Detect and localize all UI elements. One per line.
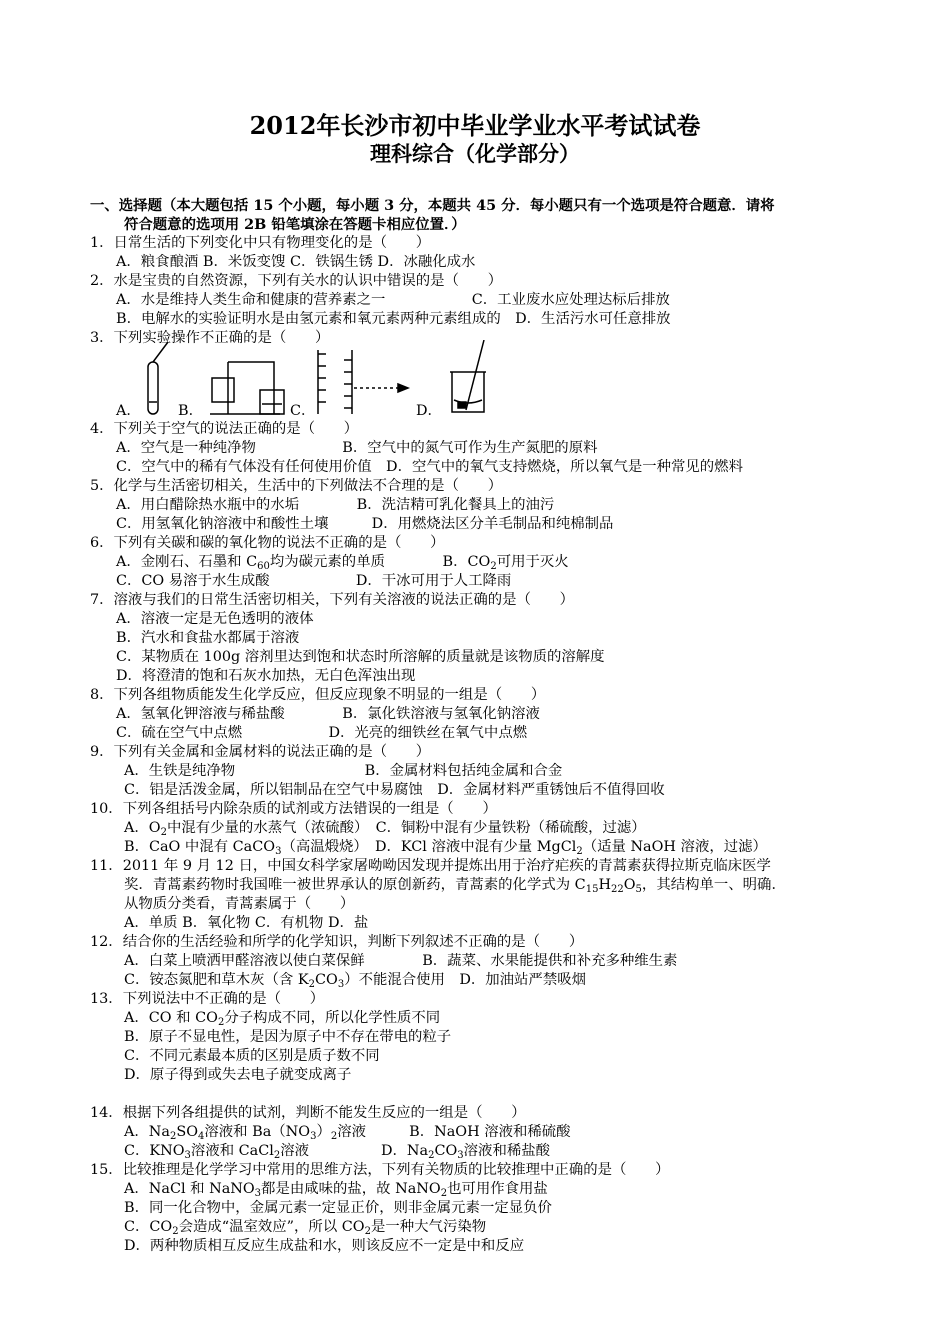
- question-8-options-a: A．氢氧化钾溶液与稀盐酸 B．氯化铁溶液与氢氧化钠溶液: [116, 706, 540, 722]
- question-9-options-b: C．铝是活泼金属，所以铝制品在空气中易腐蚀 D．金属材料严重锈蚀后不值得回收: [124, 782, 665, 798]
- question-15-option-b: B．同一化合物中，金属元素一定显正价，则非金属元素一定显负价: [124, 1200, 552, 1216]
- question-7-option-d: D．将澄清的饱和石灰水加热，无白色浑浊出现: [116, 668, 416, 684]
- question-9: 9．下列有关金属和金属材料的说法正确的是（ ）: [90, 744, 431, 760]
- question-2-options-a: A．水是维持人类生命和健康的营养素之一 C．工业废水应处理达标后排放: [116, 292, 670, 308]
- question-6: 6．下列有关碳和碳的氧化物的说法不正确的是（ ）: [90, 535, 445, 551]
- question-4: 4．下列关于空气的说法正确的是（ ）: [90, 421, 359, 437]
- question-15-option-d: D．两种物质相互反应生成盐和水，则该反应不一定是中和反应: [124, 1238, 525, 1254]
- question-14-options-a: A．$Na_2SO_4$溶液和 $Ba(NO_3)_2$溶液 B．NaOH 溶液和稀硫酸: [124, 1124, 571, 1142]
- question-14-options-b: C．$KNO_3$溶液和 CaCl$_2$溶液 D．$Na_2CO_3$溶液和稀盐酸: [124, 1143, 551, 1161]
- question-13: 13．下列说法中不正确的是（ ）: [90, 991, 325, 1007]
- question-7: 7．溶液与我们的日常生活密切相关，下列有关溶液的说法正确的是（ ）: [90, 592, 575, 608]
- question-2-options-b: B．电解水的实验证明水是由氢元素和氧元素两种元素组成的 D．生活污水可任意排放: [116, 311, 671, 327]
- question-6-options-b: C．CO 易溶于水生成酸 D．干冰可用于人工降雨: [116, 573, 512, 589]
- question-2: 2．水是宝贵的自然资源，下列有关水的认识中错误的是（ ）: [90, 273, 503, 289]
- question-1: 1．日常生活的下列变化中只有物理变化的是（ ）: [90, 235, 431, 251]
- apparatus-icon: [210, 362, 284, 414]
- question-13-option-b: B．原子不显电性，是因为原子中不存在带电的粒子: [124, 1029, 452, 1045]
- fig-label-b: B．: [178, 403, 203, 419]
- question-15: 15．比较推理是化学学习中常用的思维方法，下列有关物质的比较推理中正确的是（ ）: [90, 1162, 670, 1178]
- beaker-icon: [450, 340, 486, 412]
- question-12: 12．结合你的生活经验和所学的化学知识，判断下列叙述不正确的是（ ）: [90, 934, 584, 950]
- question-7-option-a: A．溶液一定是无色透明的液体: [116, 611, 314, 627]
- question-15-option-a: A．NaCl 和 NaNO$_3$都是由咸味的盐，故 NaNO$_2$也可用作食用盐: [124, 1181, 548, 1199]
- question-11-options: A．单质 B．氧化物 C．有机物 D．盐: [124, 915, 369, 931]
- question-7-option-c: C．某物质在 100g 溶剂里达到饱和状态时所溶解的质量就是该物质的溶解度: [116, 649, 605, 665]
- page-subtitle: 理科综合（化学部分）: [370, 141, 580, 166]
- question-7-option-b: B．汽水和食盐水都属于溶液: [116, 630, 300, 646]
- question-11-cont: 奖．青蒿素药物时我国唯一被世界承认的原创新药，青蒿素的化学式为 $C_{15}H_{22}O_5$，其结构单一、明确．: [124, 877, 786, 895]
- test-tube-icon: [148, 342, 168, 414]
- question-15-option-c: C．$CO_2$会造成“温室效应”，所以 $CO_2$是一种大气污染物: [124, 1219, 487, 1237]
- question-5: 5．化学与生活密切相关，生活中的下列做法不合理的是（ ）: [90, 478, 503, 494]
- section-heading-cont: 符合题意的选项用 2B 铅笔填涂在答题卡相应位置．）: [124, 216, 466, 233]
- question-10-options-a: A．$O_2$中混有少量的水蒸气（浓硫酸） C．铜粉中混有少量铁粉（稀硫酸，过滤）: [124, 820, 646, 838]
- question-10: 10．下列各组括号内除杂质的试剂或方法错误的一组是（ ）: [90, 801, 497, 817]
- fig-label-c: C．: [290, 403, 316, 419]
- cylinder-icon: [318, 350, 408, 414]
- question-9-options-a: A．生铁是纯净物 B．金属材料包括纯金属和合金: [124, 763, 563, 779]
- question-11-cont2: 从物质分类看，青蒿素属于（ ）: [124, 896, 355, 912]
- section-heading: 一、选择题（本大题包括 15 个小题，每小题 3 分，本题共 45 分．每小题只有一个选项是符合题意．请将: [90, 197, 775, 214]
- question-3: 3．下列实验操作不正确的是（ ）: [90, 330, 330, 346]
- question-5-options-a: A．用白醋除热水瓶中的水垢 B．洗洁精可乳化餐具上的油污: [116, 497, 555, 513]
- question-14: 14．根据下列各组提供的试剂，判断不能发生反应的一组是（ ）: [90, 1105, 526, 1121]
- question-6-options-a: A．金刚石、石墨和 $C_{60}$均为碳元素的单质 B．$CO_2$可用于灭火: [116, 554, 569, 572]
- question-5-options-b: C．用氢氧化钠溶液中和酸性土壤 D．用燃烧法区分羊毛制品和纯棉制品: [116, 516, 614, 532]
- question-12-options-b: C．铵态氮肥和草木灰（含 $K_2CO_3$）不能混合使用 D．加油站严禁吸烟: [124, 972, 586, 990]
- lab-operations-figure: [140, 340, 500, 420]
- question-13-option-d: D．原子得到或失去电子就变成离子: [124, 1067, 352, 1083]
- question-4-options-b: C．空气中的稀有气体没有任何使用价值 D．空气中的氧气支持燃烧，所以氧气是一种常见的燃料: [116, 459, 743, 475]
- question-4-options-a: A．空气是一种纯净物 B．空气中的氮气可作为生产氮肥的原料: [116, 440, 598, 456]
- question-11: 11．2011 年 9 月 12 日，中国女科学家屠呦呦因发现并提炼出用于治疗疟疾的青蒿素获得拉斯克临床医学: [90, 858, 771, 874]
- question-1-options: A．粮食酿酒 B．米饭变馊 C．铁锅生锈 D．冰融化成水: [116, 254, 476, 270]
- question-10-options-b: B．CaO 中混有 CaCO$_3$（高温煅烧） D．KCl 溶液中混有少量 MgCl$_2$（适量 NaOH 溶液，过滤）: [124, 839, 767, 857]
- question-8: 8．下列各组物质能发生化学反应，但反应现象不明显的一组是（ ）: [90, 687, 546, 703]
- question-13-option-a: A．CO 和 $CO_2$分子构成不同，所以化学性质不同: [124, 1010, 441, 1028]
- page-title: 2012年长沙市初中毕业学业水平考试试卷: [249, 111, 701, 140]
- question-12-options-a: A．白菜上喷洒甲醛溶液以使白菜保鲜 B．蔬菜、水果能提供和补充多种维生素: [124, 953, 678, 969]
- question-13-option-c: C．不同元素最本质的区别是质子数不同: [124, 1048, 380, 1064]
- fig-label-a: A．: [116, 403, 141, 419]
- question-8-options-b: C．硫在空气中点燃 D．光亮的细铁丝在氧气中点燃: [116, 725, 528, 741]
- fig-label-d: D．: [416, 403, 442, 419]
